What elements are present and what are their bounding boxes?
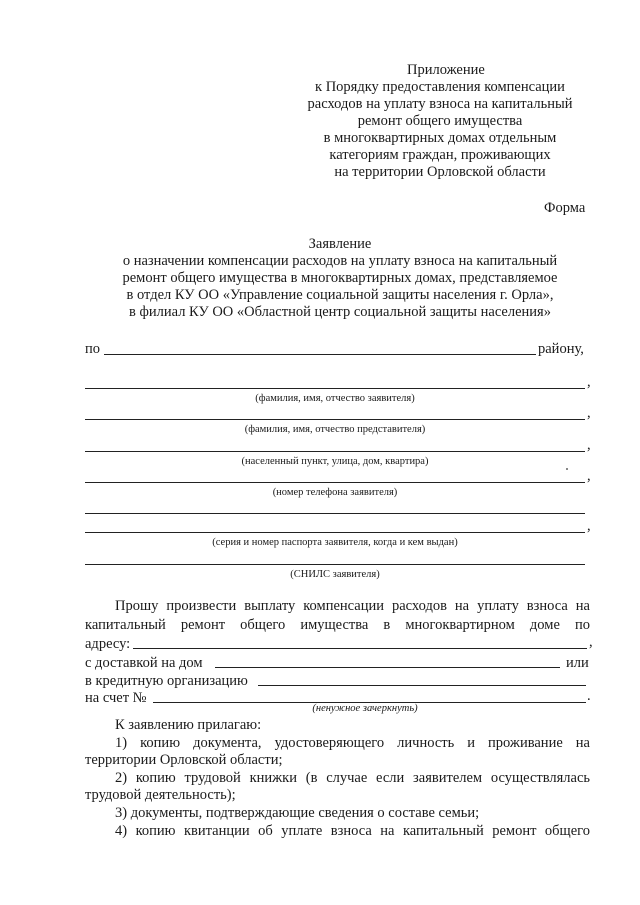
attachments-intro: К заявлению прилагаю: bbox=[115, 717, 262, 733]
credit-org-field[interactable] bbox=[258, 685, 586, 686]
comma-mark: , bbox=[587, 437, 591, 453]
home-delivery-field[interactable] bbox=[215, 667, 560, 668]
appendix-line: ремонт общего имущества bbox=[357, 113, 523, 129]
district-suffix: району, bbox=[538, 341, 584, 357]
phone-field[interactable] bbox=[85, 482, 585, 483]
passport-field-line2[interactable] bbox=[85, 532, 585, 533]
address-label: адресу: bbox=[85, 636, 131, 652]
snils-field[interactable] bbox=[85, 564, 585, 565]
representative-name-caption: (фамилия, имя, отчество представителя) bbox=[244, 424, 426, 435]
passport-field-line1[interactable] bbox=[85, 513, 585, 514]
address-field[interactable] bbox=[85, 451, 585, 452]
attachment-item: 3) документы, подтверждающие сведения о составе семьи; bbox=[115, 805, 480, 821]
district-field[interactable] bbox=[104, 354, 536, 355]
appendix-line: категориям граждан, проживающих bbox=[329, 147, 551, 163]
comma-mark: , bbox=[587, 405, 591, 421]
attachment-item: территории Орловской области; bbox=[85, 752, 283, 768]
comma-mark: , bbox=[587, 374, 591, 390]
passport-caption: (серия и номер паспорта заявителя, когда и кем выдан) bbox=[212, 537, 458, 548]
request-address-field[interactable] bbox=[133, 648, 587, 649]
attachment-item: 1) копию документа, удостоверяющего личность и проживание на bbox=[115, 735, 590, 751]
phone-caption: (номер телефона заявителя) bbox=[272, 487, 398, 498]
document-title: Заявление bbox=[308, 236, 372, 252]
title-line: о назначении компенсации расходов на уплату взноса на капитальный bbox=[122, 253, 558, 269]
comma-mark: , bbox=[587, 518, 591, 534]
period-mark: . bbox=[587, 688, 591, 704]
request-line: капитальный ремонт общего имущества в многоквартирном доме по bbox=[85, 617, 590, 633]
home-delivery-label: с доставкой на дом bbox=[85, 655, 203, 671]
strike-note-caption: (ненужное зачеркнуть) bbox=[312, 703, 418, 714]
address-caption: (населенный пункт, улица, дом, квартира) bbox=[241, 456, 429, 467]
comma-mark: , bbox=[587, 468, 591, 484]
snils-caption: (СНИЛС заявителя) bbox=[290, 569, 380, 580]
applicant-name-field[interactable] bbox=[85, 388, 585, 389]
appendix-line: в многоквартирных домах отдельным bbox=[323, 130, 557, 146]
representative-name-field[interactable] bbox=[85, 419, 585, 420]
scan-speck bbox=[566, 468, 568, 470]
comma-mark: , bbox=[589, 634, 593, 650]
appendix-line: Приложение bbox=[407, 62, 485, 78]
applicant-name-caption: (фамилия, имя, отчество заявителя) bbox=[255, 393, 415, 404]
attachment-item: 2) копию трудовой книжки (в случае если заявителем осуществлялась bbox=[115, 770, 590, 786]
appendix-line: расходов на уплату взноса на капитальный bbox=[307, 96, 573, 112]
district-prefix: по bbox=[85, 341, 101, 357]
or-word: или bbox=[566, 655, 589, 671]
appendix-line: на территории Орловской области bbox=[334, 164, 546, 180]
title-line: ремонт общего имущества в многоквартирных домах, представляемое bbox=[122, 270, 558, 286]
title-line: в филиал КУ ОО «Областной центр социальной защиты населения» bbox=[129, 304, 551, 320]
attachment-item: трудовой деятельность); bbox=[85, 787, 236, 803]
title-line: в отдел КУ ОО «Управление социальной защиты населения г. Орла», bbox=[126, 287, 554, 303]
appendix-line: к Порядку предоставления компенсации bbox=[315, 79, 565, 95]
credit-org-label: в кредитную организацию bbox=[85, 673, 248, 689]
account-label: на счет № bbox=[85, 690, 147, 706]
form-label: Форма bbox=[544, 200, 586, 216]
request-line: Прошу произвести выплату компенсации расходов на уплату взноса на bbox=[115, 598, 590, 614]
attachment-item: 4) копию квитанции об уплате взноса на капитальный ремонт общего bbox=[115, 823, 590, 839]
